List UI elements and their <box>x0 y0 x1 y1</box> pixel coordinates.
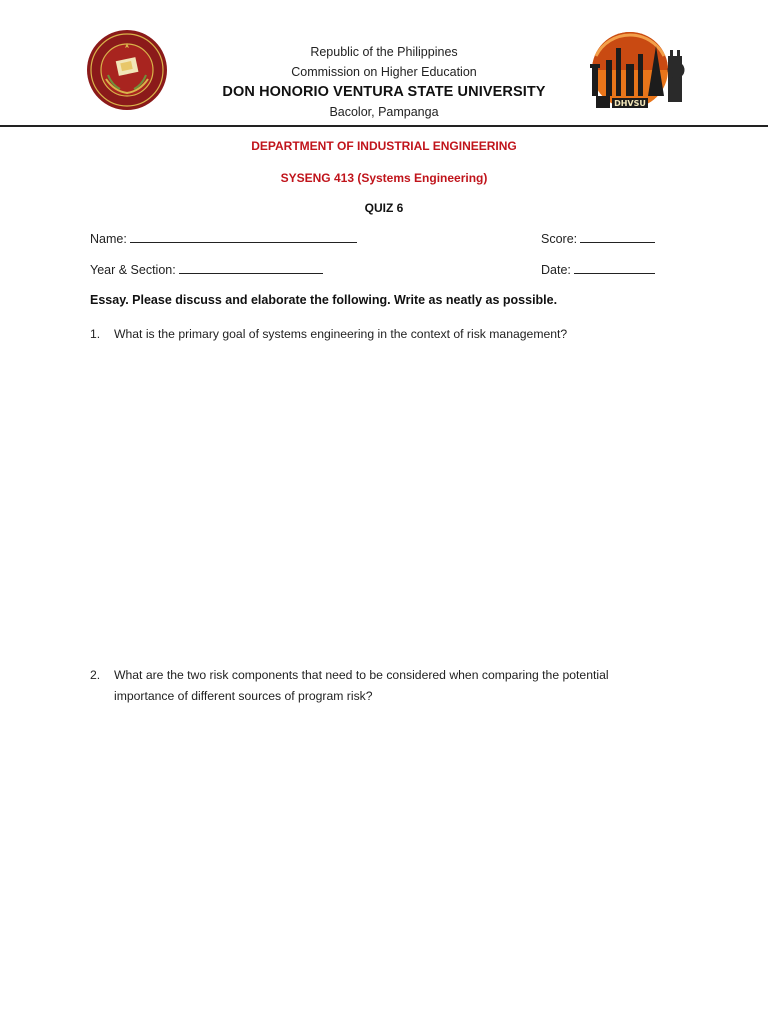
score-blank-line[interactable] <box>580 232 655 243</box>
date-field[interactable] <box>541 263 655 277</box>
score-label: Score: <box>541 232 578 246</box>
question-number: 1. <box>90 327 101 341</box>
university-name: DON HONORIO VENTURA STATE UNIVERSITY <box>222 84 546 100</box>
name-blank-line[interactable] <box>130 232 357 243</box>
university-location: Bacolor, Pampanga <box>329 105 439 119</box>
year-section-field[interactable] <box>90 263 323 277</box>
dhvsu-logo-text: DHVSU <box>614 99 646 108</box>
question-1 <box>90 324 690 345</box>
year-section-label: Year & Section: <box>90 263 176 277</box>
question-text-line-2: importance of different sources of program risk? <box>114 689 373 703</box>
instructions: Essay. Please discuss and elaborate the following. Write as neatly as possible. <box>90 293 558 307</box>
score-field[interactable] <box>541 232 655 246</box>
question-2 <box>90 665 710 707</box>
department-title: DEPARTMENT OF INDUSTRIAL ENGINEERING <box>251 139 517 153</box>
name-label: Name: <box>90 232 127 246</box>
question-text: What is the primary goal of systems engineering in the context of risk management? <box>114 327 568 341</box>
year-section-blank-line[interactable] <box>179 263 323 274</box>
question-text-line-1: What are the two risk components that need to be considered when comparing the potential <box>114 668 609 682</box>
date-label: Date: <box>541 263 571 277</box>
question-number: 2. <box>90 668 101 682</box>
header-divider <box>0 125 768 127</box>
quiz-title: QUIZ 6 <box>364 201 404 215</box>
course-title: SYSENG 413 (Systems Engineering) <box>280 171 488 185</box>
header-line-republic: Republic of the Philippines <box>310 45 458 59</box>
header-line-commission: Commission on Higher Education <box>291 65 477 79</box>
date-blank-line[interactable] <box>574 263 655 274</box>
answer-space-1[interactable] <box>90 352 690 652</box>
name-field[interactable] <box>90 232 357 246</box>
answer-space-2[interactable] <box>90 716 690 1006</box>
